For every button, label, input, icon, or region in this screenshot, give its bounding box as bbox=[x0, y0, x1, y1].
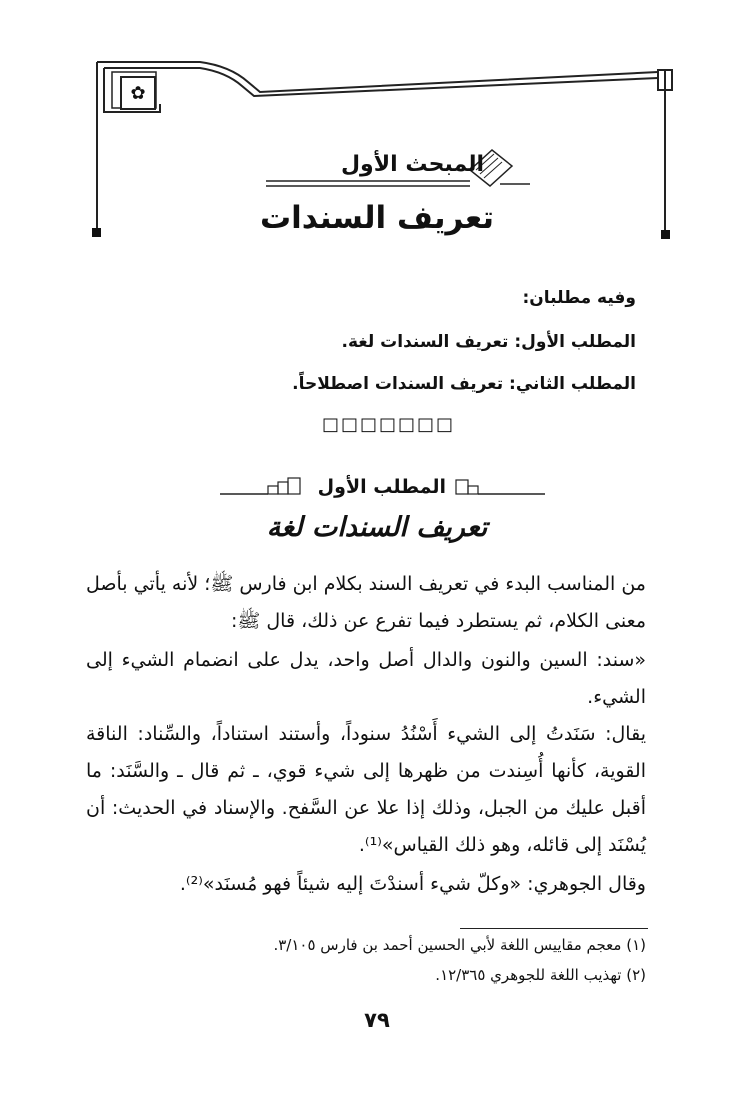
subsection-title: تعريف السندات لغة bbox=[266, 512, 488, 543]
footnote: (٢) تهذيب اللغة للجوهري ١٢/٣٦٥. bbox=[435, 966, 646, 984]
chapter-title: تعريف السندات bbox=[260, 200, 494, 236]
body-paragraph: وقال الجوهري: «وكلّ شيء أسندْتَ إليه شيئاً فهو مُسنَد»⁽²⁾. bbox=[179, 873, 646, 895]
intro-lead: وفيه مطلبان: bbox=[522, 288, 636, 308]
intro-item: المطلب الأول: تعريف السندات لغة. bbox=[341, 332, 636, 352]
body-paragraph: يقال: سَنَدتُ إلى الشيء أَسْنُدُ سنوداً، وأستند استناداً، والسِّناد: الناقة القوية، كأنها أُسِندت من ظهرها إلى شيء قوي، ـ ثم قال ـ والسَّنَد: ما أقبل عليك من الجبل، وذلك إذا علا عن السَّفح. والإسناد في الحديث: أن يُسْنَد إلى قائله، وهو ذلك القياس»⁽¹⁾. bbox=[86, 723, 646, 856]
floral-ornament-icon: ✿ bbox=[120, 76, 156, 110]
section-label: المبحث الأول bbox=[340, 152, 484, 177]
section-separator: □□□□□□□ bbox=[322, 414, 456, 435]
body-paragraph: «سند: السين والنون والدال أصل واحد، يدل على انضمام الشيء إلى الشيء. bbox=[86, 649, 646, 708]
intro-item: المطلب الثاني: تعريف السندات اصطلاحاً. bbox=[292, 374, 636, 394]
header-frame bbox=[0, 0, 754, 300]
subsection-label: المطلب الأول bbox=[317, 476, 446, 498]
body-paragraph: من المناسب البدء في تعريف السند بكلام ابن فارس ﷺ؛ لأنه يأتي بأصل معنى الكلام، ثم يستطرد فيما تفرع عن ذلك، قال ﷺ: bbox=[86, 573, 646, 632]
footnote-divider bbox=[460, 928, 648, 929]
footnote: (١) معجم مقاييس اللغة لأبي الحسين أحمد بن فارس ٣/١٠٥. bbox=[273, 936, 646, 954]
page-number: ٧٩ bbox=[364, 1008, 390, 1032]
